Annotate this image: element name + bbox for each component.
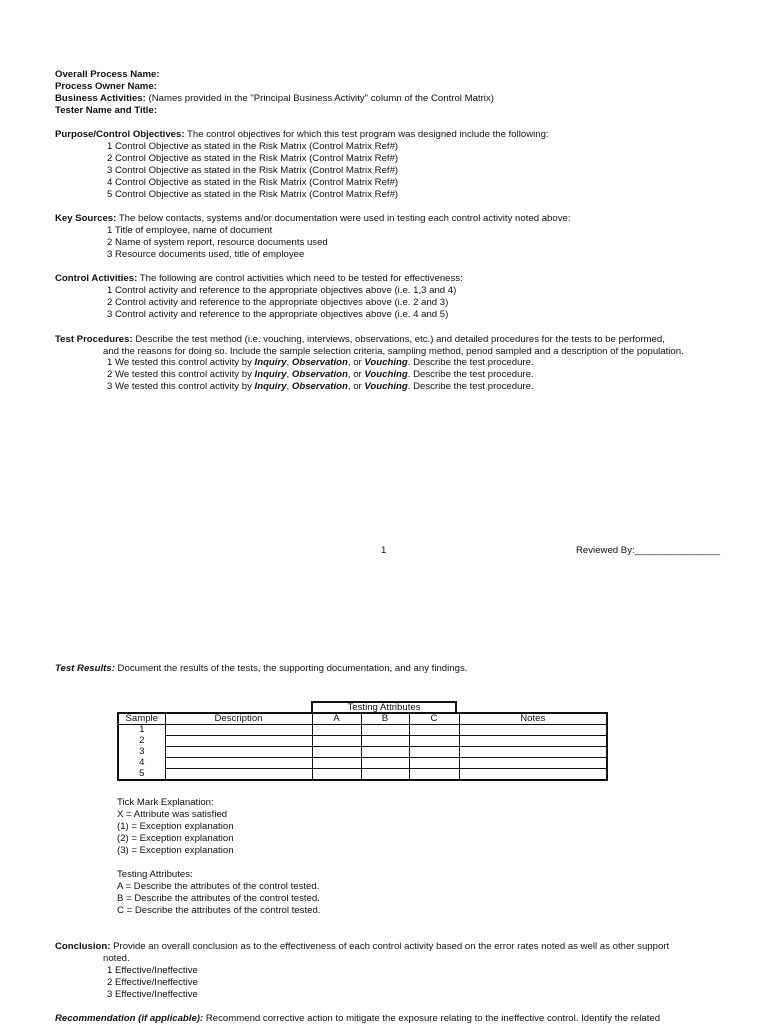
procedure-item: 1 We tested this control activity by Inquiry, Observation, or Vouching. Describe the test procedure. (107, 357, 534, 368)
attr-b-cell[interactable] (361, 725, 409, 736)
objective-item: 5 Control Objective as stated in the Risk Matrix (Control Matrix Ref#) (107, 189, 399, 200)
table-row (118, 736, 607, 747)
results-table (117, 712, 608, 781)
col-b-header: B (361, 713, 409, 725)
business-activities-line: Business Activities: (Names provided in the "Principal Business Activity" column of the Control Matrix) (55, 93, 494, 104)
attr-c-cell[interactable] (409, 769, 459, 781)
procedure-item: 2 We tested this control activity by Inquiry, Observation, or Vouching. Describe the test procedure. (107, 369, 534, 380)
col-notes-header: Notes (459, 713, 607, 725)
source-item: 3 Resource documents used, title of employee (107, 249, 305, 260)
description-cell[interactable] (165, 736, 312, 747)
procedure-item: 3 We tested this control activity by Inquiry, Observation, or Vouching. Describe the test procedure. (107, 381, 534, 392)
sample-number: 4 (118, 758, 165, 769)
attribute-item: B = Describe the attributes of the control tested. (117, 893, 320, 904)
sample-number: 3 (118, 747, 165, 758)
col-a-header: A (312, 713, 361, 725)
attr-a-cell[interactable] (312, 769, 361, 781)
test-procedures-intro-cont: and the reasons for doing so. Include the sample selection criteria, sampling method, period sampled and a description of the population. (103, 346, 684, 357)
col-description-header: Description (165, 713, 312, 725)
description-cell[interactable] (165, 769, 312, 781)
tick-mark-item: X = Attribute was satisfied (117, 809, 228, 820)
col-sample-header: Sample (118, 713, 165, 725)
conclusion-item: 1 Effective/Ineffective (107, 965, 198, 976)
source-item: 2 Name of system report, resource documents used (107, 237, 328, 248)
testing-attributes-title: Testing Attributes: (117, 869, 193, 880)
attr-b-cell[interactable] (361, 747, 409, 758)
tick-mark-item: (3) = Exception explanation (117, 845, 234, 856)
attribute-item: A = Describe the attributes of the control tested. (117, 881, 320, 892)
table-row (118, 769, 607, 781)
col-c-header: C (409, 713, 459, 725)
tick-mark-item: (2) = Exception explanation (117, 833, 234, 844)
attr-b-cell[interactable] (361, 769, 409, 781)
conclusion-item: 3 Effective/Ineffective (107, 989, 198, 1000)
tick-mark-item: (1) = Exception explanation (117, 821, 234, 832)
key-sources-heading: Key Sources: The below contacts, systems and/or documentation were used in testing each control activity noted above: (55, 213, 571, 224)
sample-number: 5 (118, 769, 165, 781)
overall-process-name-label: Overall Process Name: (55, 69, 160, 80)
attr-a-cell[interactable] (312, 725, 361, 736)
attribute-item: C = Describe the attributes of the control tested. (117, 905, 321, 916)
objective-item: 2 Control Objective as stated in the Risk Matrix (Control Matrix Ref#) (107, 153, 399, 164)
objective-item: 3 Control Objective as stated in the Risk Matrix (Control Matrix Ref#) (107, 165, 399, 176)
attr-c-cell[interactable] (409, 747, 459, 758)
tester-label: Tester Name and Title: (55, 105, 158, 116)
recommendation-heading: Recommendation (if applicable): Recommend corrective action to mitigate the exposure relating to the ineffective control. Identify the related (55, 1013, 661, 1024)
table-header-row (118, 713, 607, 725)
notes-cell[interactable] (459, 747, 607, 758)
description-cell[interactable] (165, 758, 312, 769)
notes-cell[interactable] (459, 769, 607, 781)
table-row (118, 747, 607, 758)
objective-item: 4 Control Objective as stated in the Risk Matrix (Control Matrix Ref#) (107, 177, 399, 188)
notes-cell[interactable] (459, 758, 607, 769)
attr-a-cell[interactable] (312, 758, 361, 769)
attr-c-cell[interactable] (409, 758, 459, 769)
description-cell[interactable] (165, 725, 312, 736)
source-item: 1 Title of employee, name of document (107, 225, 273, 236)
test-procedures-heading: Test Procedures: Describe the test method (i.e. vouching, interviews, observations, etc.) and detailed procedures for the tests to be performed, (55, 334, 665, 345)
page-number: 1 (381, 545, 387, 556)
test-results-heading: Test Results: Document the results of the tests, the supporting documentation, and any findings. (55, 663, 468, 674)
activity-item: 2 Control activity and reference to the appropriate objectives above (i.e. 2 and 3) (107, 297, 449, 308)
process-owner-label: Process Owner Name: (55, 81, 157, 92)
notes-cell[interactable] (459, 725, 607, 736)
conclusion-text-cont: noted. (103, 953, 130, 964)
sample-number: 1 (118, 725, 165, 736)
objective-item: 1 Control Objective as stated in the Risk Matrix (Control Matrix Ref#) (107, 141, 399, 152)
attr-a-cell[interactable] (312, 736, 361, 747)
activity-item: 3 Control activity and reference to the appropriate objectives above (i.e. 4 and 5) (107, 309, 449, 320)
attr-c-cell[interactable] (409, 725, 459, 736)
table-row (118, 725, 607, 736)
sample-number: 2 (118, 736, 165, 747)
attr-c-cell[interactable] (409, 736, 459, 747)
attr-b-cell[interactable] (361, 758, 409, 769)
conclusion-heading: Conclusion: Provide an overall conclusion as to the effectiveness of each control activity based on the error rates noted as well as other support (55, 941, 670, 952)
objectives-heading: Purpose/Control Objectives: The control objectives for which this test program was designed include the following: (55, 129, 549, 140)
attr-b-cell[interactable] (361, 736, 409, 747)
notes-cell[interactable] (459, 736, 607, 747)
activity-item: 1 Control activity and reference to the appropriate objectives above (i.e. 1,3 and 4) (107, 285, 457, 296)
table-row (118, 758, 607, 769)
tick-mark-title: Tick Mark Explanation: (117, 797, 214, 808)
conclusion-item: 2 Effective/Ineffective (107, 977, 198, 988)
control-activities-heading: Control Activities: The following are control activities which need to be tested for effectiveness: (55, 273, 463, 284)
description-cell[interactable] (165, 747, 312, 758)
reviewed-by: Reviewed By:________________ (576, 545, 721, 556)
testing-attributes-group-header: Testing Attributes (311, 701, 457, 712)
attr-a-cell[interactable] (312, 747, 361, 758)
